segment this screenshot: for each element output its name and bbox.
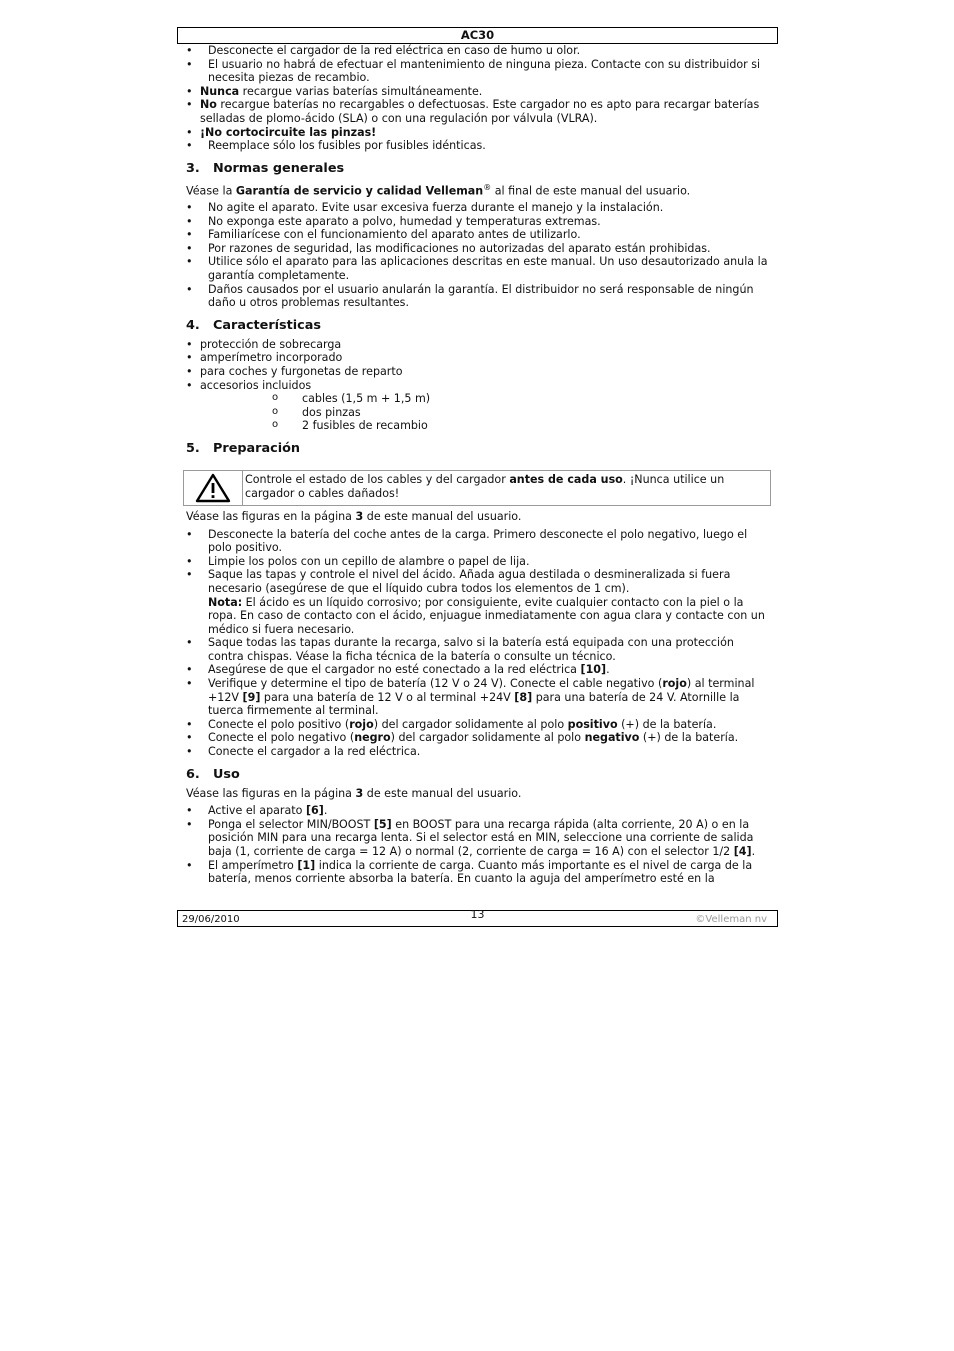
list-item: • ¡No cortocircuite las pinzas! — [186, 126, 770, 140]
list-item: o 2 fusibles de recambio — [272, 419, 770, 433]
list-item: • Desconecte el cargador de la red eléctrica en caso de humo u olor. — [186, 44, 770, 58]
list-item: • accesorios incluidos — [186, 379, 770, 393]
section-3-intro: Véase la Garantía de servicio y calidad Velleman® al final de este manual del usuario. — [186, 182, 691, 198]
list-item: o dos pinzas — [272, 406, 770, 420]
section-heading-3: 3. Normas generales — [186, 160, 345, 176]
usage-list — [186, 804, 770, 886]
list-item: o cables (1,5 m + 1,5 m) — [272, 392, 770, 406]
list-item: • protección de sobrecarga — [186, 338, 770, 352]
list-item: • Desconecte la batería del coche antes de la carga. Primero desconecte el polo negativo, luego el polo positivo. — [186, 528, 770, 555]
list-item: • No exponga este aparato a polvo, humedad y temperaturas extremas. — [186, 215, 770, 229]
model-title: AC30 — [460, 28, 495, 42]
section-heading-6: 6. Uso — [186, 766, 240, 782]
warning-triangle-icon — [184, 471, 243, 505]
list-item: • Utilice sólo el aparato para las aplicaciones descritas en este manual. Un uso desautorizado anula la garantía completamente. — [186, 255, 770, 282]
list-item: • Conecte el cargador a la red eléctrica. — [186, 745, 770, 759]
list-item: • El usuario no habrá de efectuar el mantenimiento de ninguna pieza. Contacte con su distribuidor si necesita piezas de recambio. — [186, 58, 770, 85]
section-5-figure-ref: Véase las figuras en la página 3 de este manual del usuario. — [186, 509, 522, 523]
footer-copyright: ©Velleman nv — [695, 914, 767, 925]
warning-box — [183, 470, 771, 506]
accessories-sublist — [186, 392, 770, 433]
list-item: • Saque las tapas y controle el nivel del ácido. Añada agua destilada o desmineralizada si fuera necesario (asegúrese de que el líquido cubra todos los elementos de 1 cm). Nota: El ácido es un líquido corrosivo; por consiguiente, evite cualquier contacto con la piel o la ropa. En caso de contacto con el ácido, enjuague inmediatamente con agua clara y contacte con un médico si fuera necesario. — [186, 568, 770, 636]
list-item: • Por razones de seguridad, las modificaciones no autorizadas del aparato están prohibidas. — [186, 242, 770, 256]
section-heading-4: 4. Características — [186, 317, 322, 333]
list-item: • Nunca recargue varias baterías simultáneamente. — [186, 85, 770, 99]
list-item: • para coches y furgonetas de reparto — [186, 365, 770, 379]
section-6-figure-ref: Véase las figuras en la página 3 de este manual del usuario. — [186, 786, 522, 800]
preparation-list — [186, 528, 770, 759]
features-list — [186, 338, 770, 392]
list-item: • Asegúrese de que el cargador no esté conectado a la red eléctrica [10]. — [186, 663, 770, 677]
list-item: • Saque todas las tapas durante la recarga, salvo si la batería está equipada con una protección contra chispas. Véase la ficha técnica de la batería o consulte un técnico. — [186, 636, 770, 663]
list-item: • No recargue baterías no recargables o defectuosas. Este cargador no es apto para recargar baterías selladas de plomo-ácido (SLA) o con una regulación por válvula (VLRA). — [186, 98, 770, 125]
section-heading-5: 5. Preparación — [186, 440, 300, 456]
list-item: • Limpie los polos con un cepillo de alambre o papel de lija. — [186, 555, 770, 569]
list-item: • Familiarícese con el funcionamiento del aparato antes de utilizarlo. — [186, 228, 770, 242]
list-item: • Active el aparato [6]. — [186, 804, 770, 818]
list-item: • Ponga el selector MIN/BOOST [5] en BOOST para una recarga rápida (alta corriente, 20 A) o en la posición MIN para una recarga lenta. Si el selector está en MIN, seleccione una corriente de salida baja (1, corriente de carga = 12 A) o normal (2, corriente de carga = 16 A) con el selector 1/2 [4]. — [186, 818, 770, 859]
page-number: 13 — [470, 908, 485, 921]
list-item: • Reemplace sólo los fusibles por fusibles idénticas. — [186, 139, 770, 153]
list-item: • Daños causados por el usuario anularán la garantía. El distribuidor no será responsable de ningún daño u otros problemas resultantes. — [186, 283, 770, 310]
list-item: • Conecte el polo negativo (negro) del cargador solidamente al polo negativo (+) de la batería. — [186, 731, 770, 745]
footer-date: 29/06/2010 — [182, 914, 240, 925]
safety-list — [186, 44, 770, 153]
list-item: • Verifique y determine el tipo de batería (12 V o 24 V). Conecte el cable negativo (rojo) al terminal +12V [9] para una batería de 12 V o al terminal +24V [8] para una batería de 24 V. Atornille la tuerca firmemente al terminal. — [186, 677, 770, 718]
page-content — [186, 44, 770, 886]
warning-text: Controle el estado de los cables y del cargador antes de cada uso. ¡Nunca utilice un cargador o cables dañados! — [245, 472, 725, 500]
page-footer — [177, 910, 778, 927]
list-item: • Conecte el polo positivo (rojo) del cargador solidamente al polo positivo (+) de la batería. — [186, 718, 770, 732]
section-3-list — [186, 201, 770, 310]
list-item: • El amperímetro [1] indica la corriente de carga. Cuanto más importante es el nivel de carga de la batería, menos corriente absorba la batería. En cuanto la aguja del amperímetro esté en la — [186, 859, 770, 886]
page-header — [177, 27, 778, 44]
list-item: • No agite el aparato. Evite usar excesiva fuerza durante el manejo y la instalación. — [186, 201, 770, 215]
list-item: • amperímetro incorporado — [186, 351, 770, 365]
